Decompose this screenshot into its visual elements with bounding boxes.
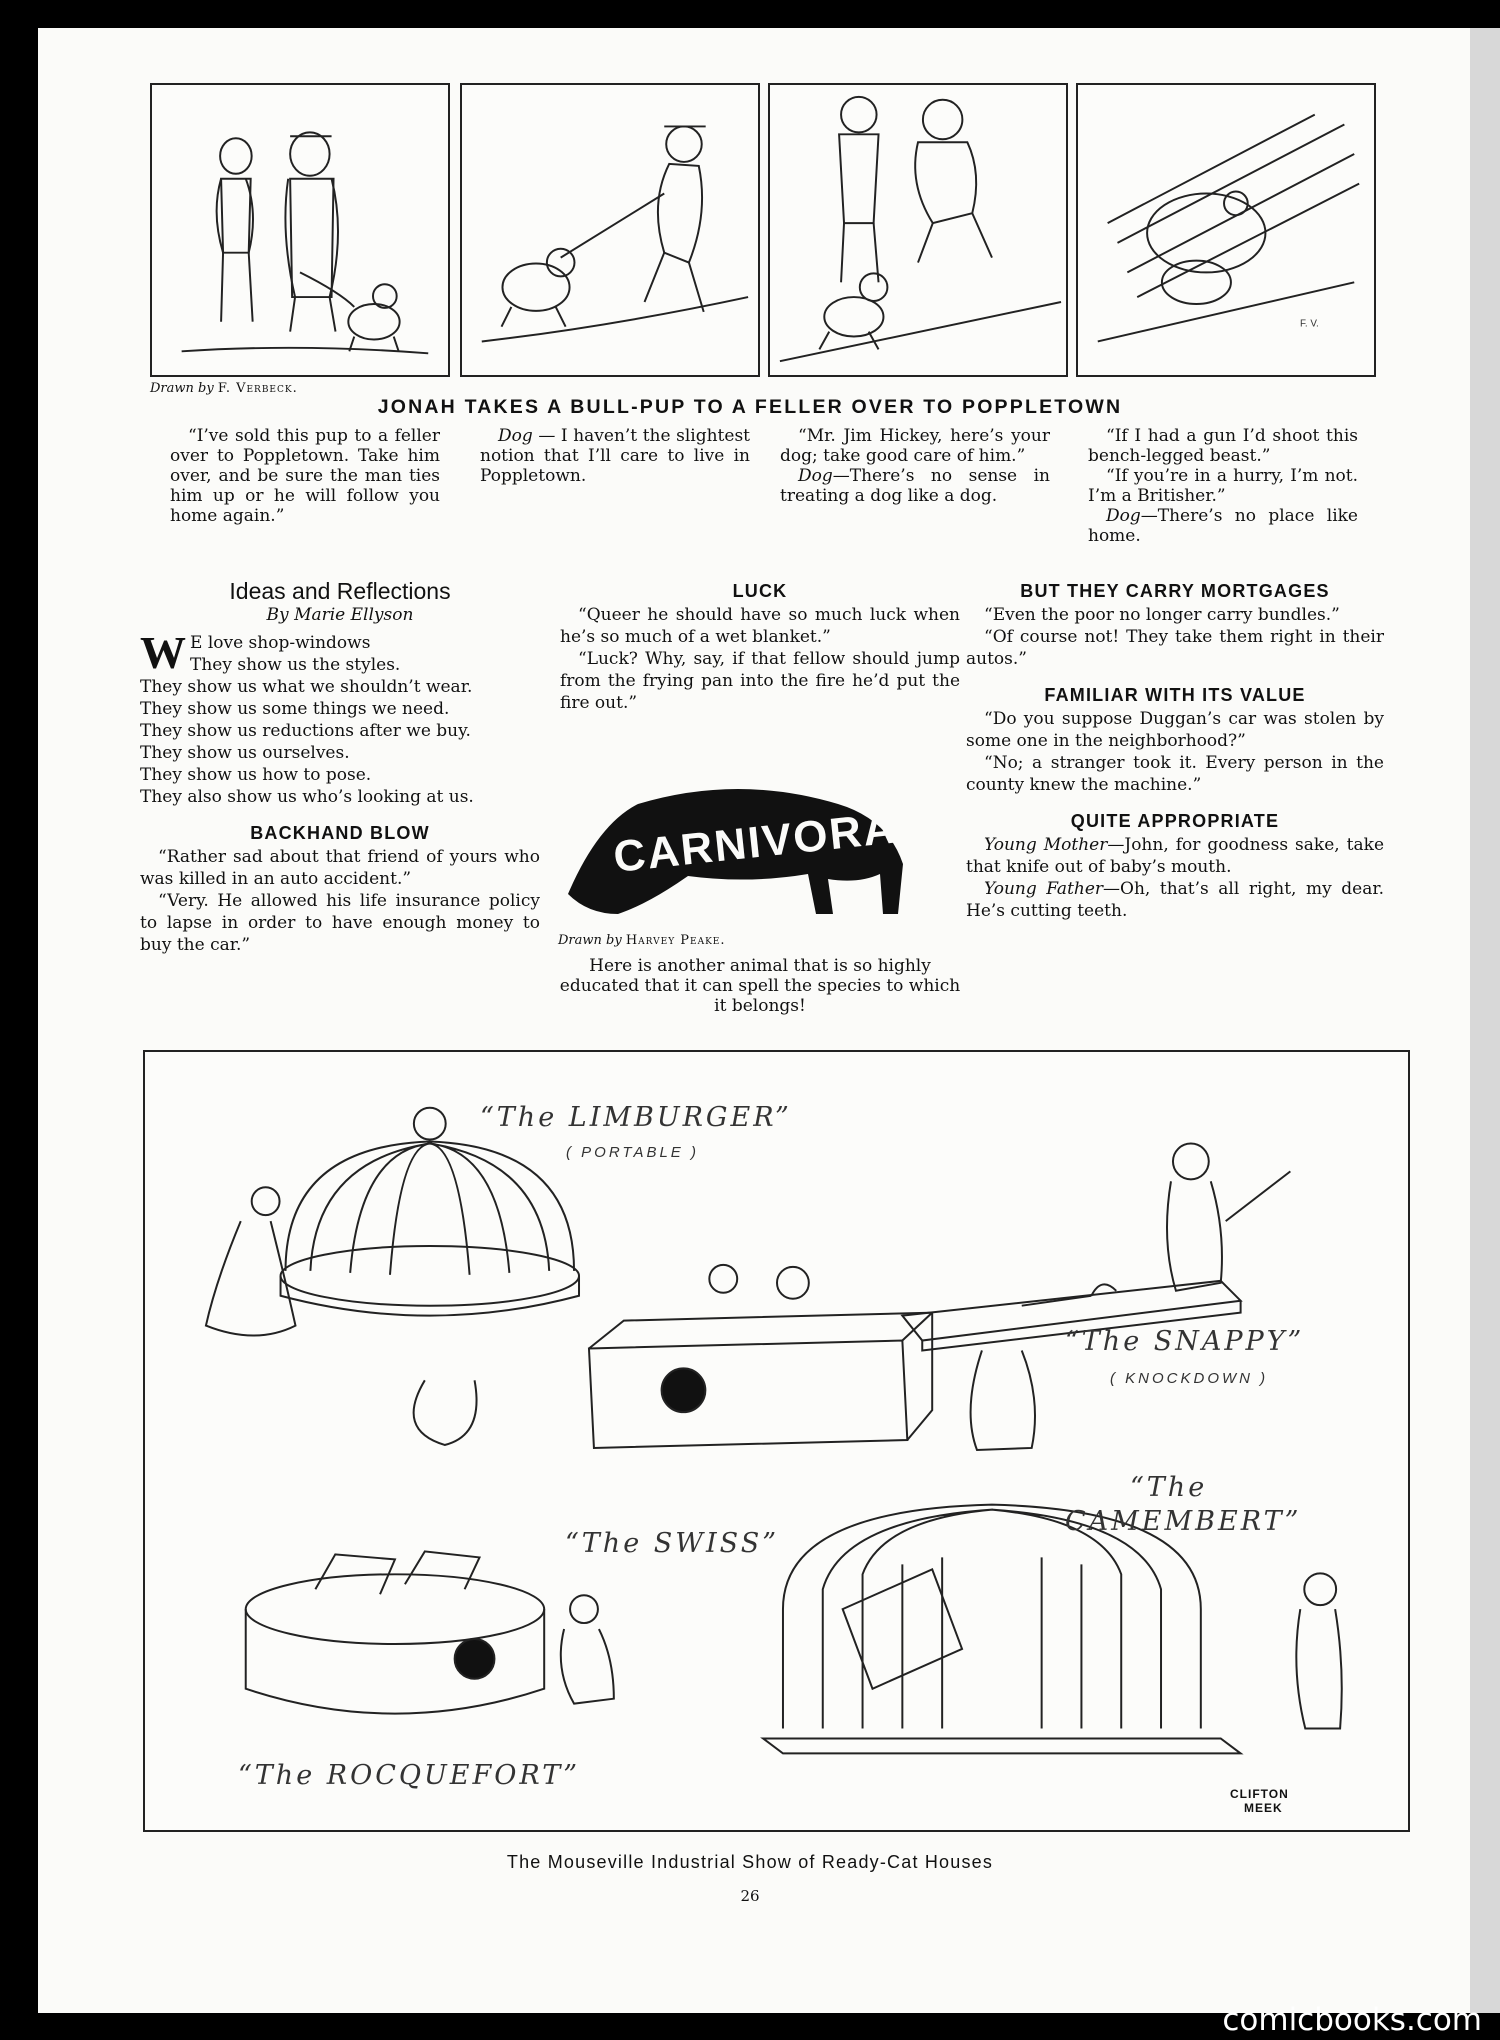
byline-author: Marie Ellyson bbox=[294, 605, 414, 625]
camembert-label-line-2: CAMEMBERT” bbox=[1065, 1506, 1302, 1537]
mortgages-heading: BUT THEY CARRY MORTGAGES bbox=[1020, 581, 1330, 601]
caption-text: “Mr. Jim Hickey, here’s your dog; take good care of him.” bbox=[780, 426, 1050, 466]
verse-line: They show us the styles. bbox=[190, 655, 401, 675]
verse-line: They also show us who’s looking at us. bbox=[140, 787, 474, 807]
caption-speaker: Dog— bbox=[1106, 506, 1158, 526]
verse-line: They show us what we shouldn’t wear. bbox=[140, 677, 473, 697]
center-column bbox=[560, 580, 960, 714]
luck-heading: LUCK bbox=[732, 581, 788, 601]
signature-line: MEEK bbox=[1244, 1801, 1283, 1815]
credit-prefix: Drawn by bbox=[150, 381, 214, 396]
caption-speaker: Dog — bbox=[498, 426, 556, 446]
backhand-para: “Rather sad about that friend of yours who was killed in an auto accident.” bbox=[140, 847, 540, 889]
credit-prefix: Drawn by bbox=[558, 933, 622, 948]
svg-text:F. V.: F. V. bbox=[1299, 318, 1319, 330]
mouse-trap-houses-illustration bbox=[145, 1052, 1408, 1830]
strip-credit bbox=[150, 381, 298, 396]
caption-text: “If I had a gun I’d shoot this bench-legged beast.” bbox=[1088, 426, 1358, 466]
strip-caption-4 bbox=[1088, 426, 1358, 546]
strip-panel-3 bbox=[768, 83, 1068, 377]
byline-prefix: By bbox=[266, 605, 289, 625]
essay-byline bbox=[140, 604, 540, 626]
camembert-label-line-1: “The bbox=[1130, 1472, 1208, 1503]
strip-title: JONAH TAKES A BULL-PUP TO A FELLER OVER TO POPPLETOWN bbox=[377, 396, 1123, 418]
left-column bbox=[140, 580, 540, 956]
appropriate-heading: QUITE APPROPRIATE bbox=[1070, 811, 1280, 831]
appropriate-para: John, for goodness sake, take that knife out of baby’s mouth. bbox=[966, 835, 1385, 877]
strip-panel-1 bbox=[150, 83, 450, 377]
page-edge bbox=[1470, 28, 1500, 2013]
essay-title: Ideas and Reflections bbox=[229, 578, 451, 604]
man-and-boy-with-bulldog-illustration bbox=[152, 85, 448, 375]
limburger-label: “The LIMBURGER” bbox=[480, 1102, 792, 1133]
limburger-sublabel: ( PORTABLE ) bbox=[566, 1144, 699, 1161]
carnivora-panther-logo bbox=[558, 764, 930, 924]
backhand-heading: BACKHAND BLOW bbox=[250, 823, 430, 843]
watermark: comicbooks.com bbox=[1222, 2002, 1482, 2038]
snappy-sublabel: ( KNOCKDOWN ) bbox=[1110, 1370, 1269, 1387]
mortgages-para: “Even the poor no longer carry bundles.” bbox=[984, 605, 1340, 625]
strip-caption-2 bbox=[480, 426, 750, 486]
carnivora-caption: Here is another animal that is so highly educated that it can spell the species to which it belongs! bbox=[559, 956, 961, 1016]
speaker: Young Mother— bbox=[984, 835, 1125, 855]
men-meeting-with-dog-illustration bbox=[770, 85, 1066, 375]
mortgages-para: “Of course not! They take them right in their autos.” bbox=[966, 627, 1384, 669]
swiss-label: “The SWISS” bbox=[565, 1528, 779, 1559]
verse-line: They show us ourselves. bbox=[140, 743, 350, 763]
caption-text: “If you’re in a hurry, I’m not. I’m a Britisher.” bbox=[1088, 466, 1358, 506]
signature-line: CLIFTON bbox=[1230, 1787, 1289, 1801]
mouseville-caption: The Mouseville Industrial Show of Ready-Cat Houses bbox=[506, 1852, 994, 1872]
luck-para: “Luck? Why, say, if that fellow should jump from the frying pan into the fire he’d put the fire out.” bbox=[560, 649, 960, 713]
rocquefort-label: “The ROCQUEFORT” bbox=[238, 1760, 581, 1791]
caption-text: There’s no place like home. bbox=[1088, 506, 1358, 546]
right-column bbox=[966, 580, 1384, 922]
credit-artist: F. Verbeck. bbox=[217, 381, 298, 396]
strip-panel-2 bbox=[460, 83, 760, 377]
caption-text: I haven’t the slightest notion that I’ll care to live in Poppletown. bbox=[480, 426, 750, 486]
snappy-label: “The SNAPPY” bbox=[1065, 1326, 1305, 1357]
verse-line: They show us reductions after we buy. bbox=[140, 721, 471, 741]
caption-text: “I’ve sold this pup to a feller over to Poppletown. Take him over, and be sure the man ties him up or he will follow you home again.” bbox=[170, 426, 440, 526]
strip-caption-3 bbox=[780, 426, 1050, 506]
verse-line: They show us how to pose. bbox=[140, 765, 372, 785]
drop-cap: W bbox=[140, 627, 186, 678]
appropriate-para: Oh, that’s all right, my dear. He’s cutting teeth. bbox=[966, 879, 1384, 921]
backhand-para: “Very. He allowed his life insurance policy to lapse in order to have enough money to buy the car.” bbox=[140, 891, 540, 955]
familiar-para: “Do you suppose Duggan’s car was stolen by some one in the neighborhood?” bbox=[966, 709, 1384, 751]
familiar-heading: FAMILIAR WITH ITS VALUE bbox=[1044, 685, 1306, 705]
essay-verse bbox=[140, 627, 540, 808]
man-dragging-dog-illustration bbox=[462, 85, 758, 375]
caption-speaker: Dog— bbox=[798, 466, 850, 486]
verse-line: They show us some things we need. bbox=[140, 699, 450, 719]
caption-text: There’s no sense in treating a dog like a dog. bbox=[780, 466, 1050, 506]
strip-caption-1 bbox=[170, 426, 440, 526]
speaker: Young Father— bbox=[984, 879, 1121, 899]
mouseville-panel bbox=[143, 1050, 1410, 1832]
carnivora-credit bbox=[558, 933, 726, 948]
familiar-para: “No; a stranger took it. Every person in the county knew the machine.” bbox=[966, 753, 1384, 795]
luck-para: “Queer he should have so much luck when he’s so much of a wet blanket.” bbox=[560, 605, 960, 647]
carnivora-logo-text: CARNIVORA bbox=[611, 803, 900, 882]
page-number: 26 bbox=[740, 1887, 760, 1905]
credit-artist: Harvey Peake. bbox=[625, 933, 726, 948]
dog-racing-home-illustration bbox=[1078, 85, 1374, 375]
verse-line: E love shop-windows bbox=[190, 633, 371, 653]
strip-panel-4 bbox=[1076, 83, 1376, 377]
clifton-meek-signature bbox=[1230, 1787, 1289, 1815]
